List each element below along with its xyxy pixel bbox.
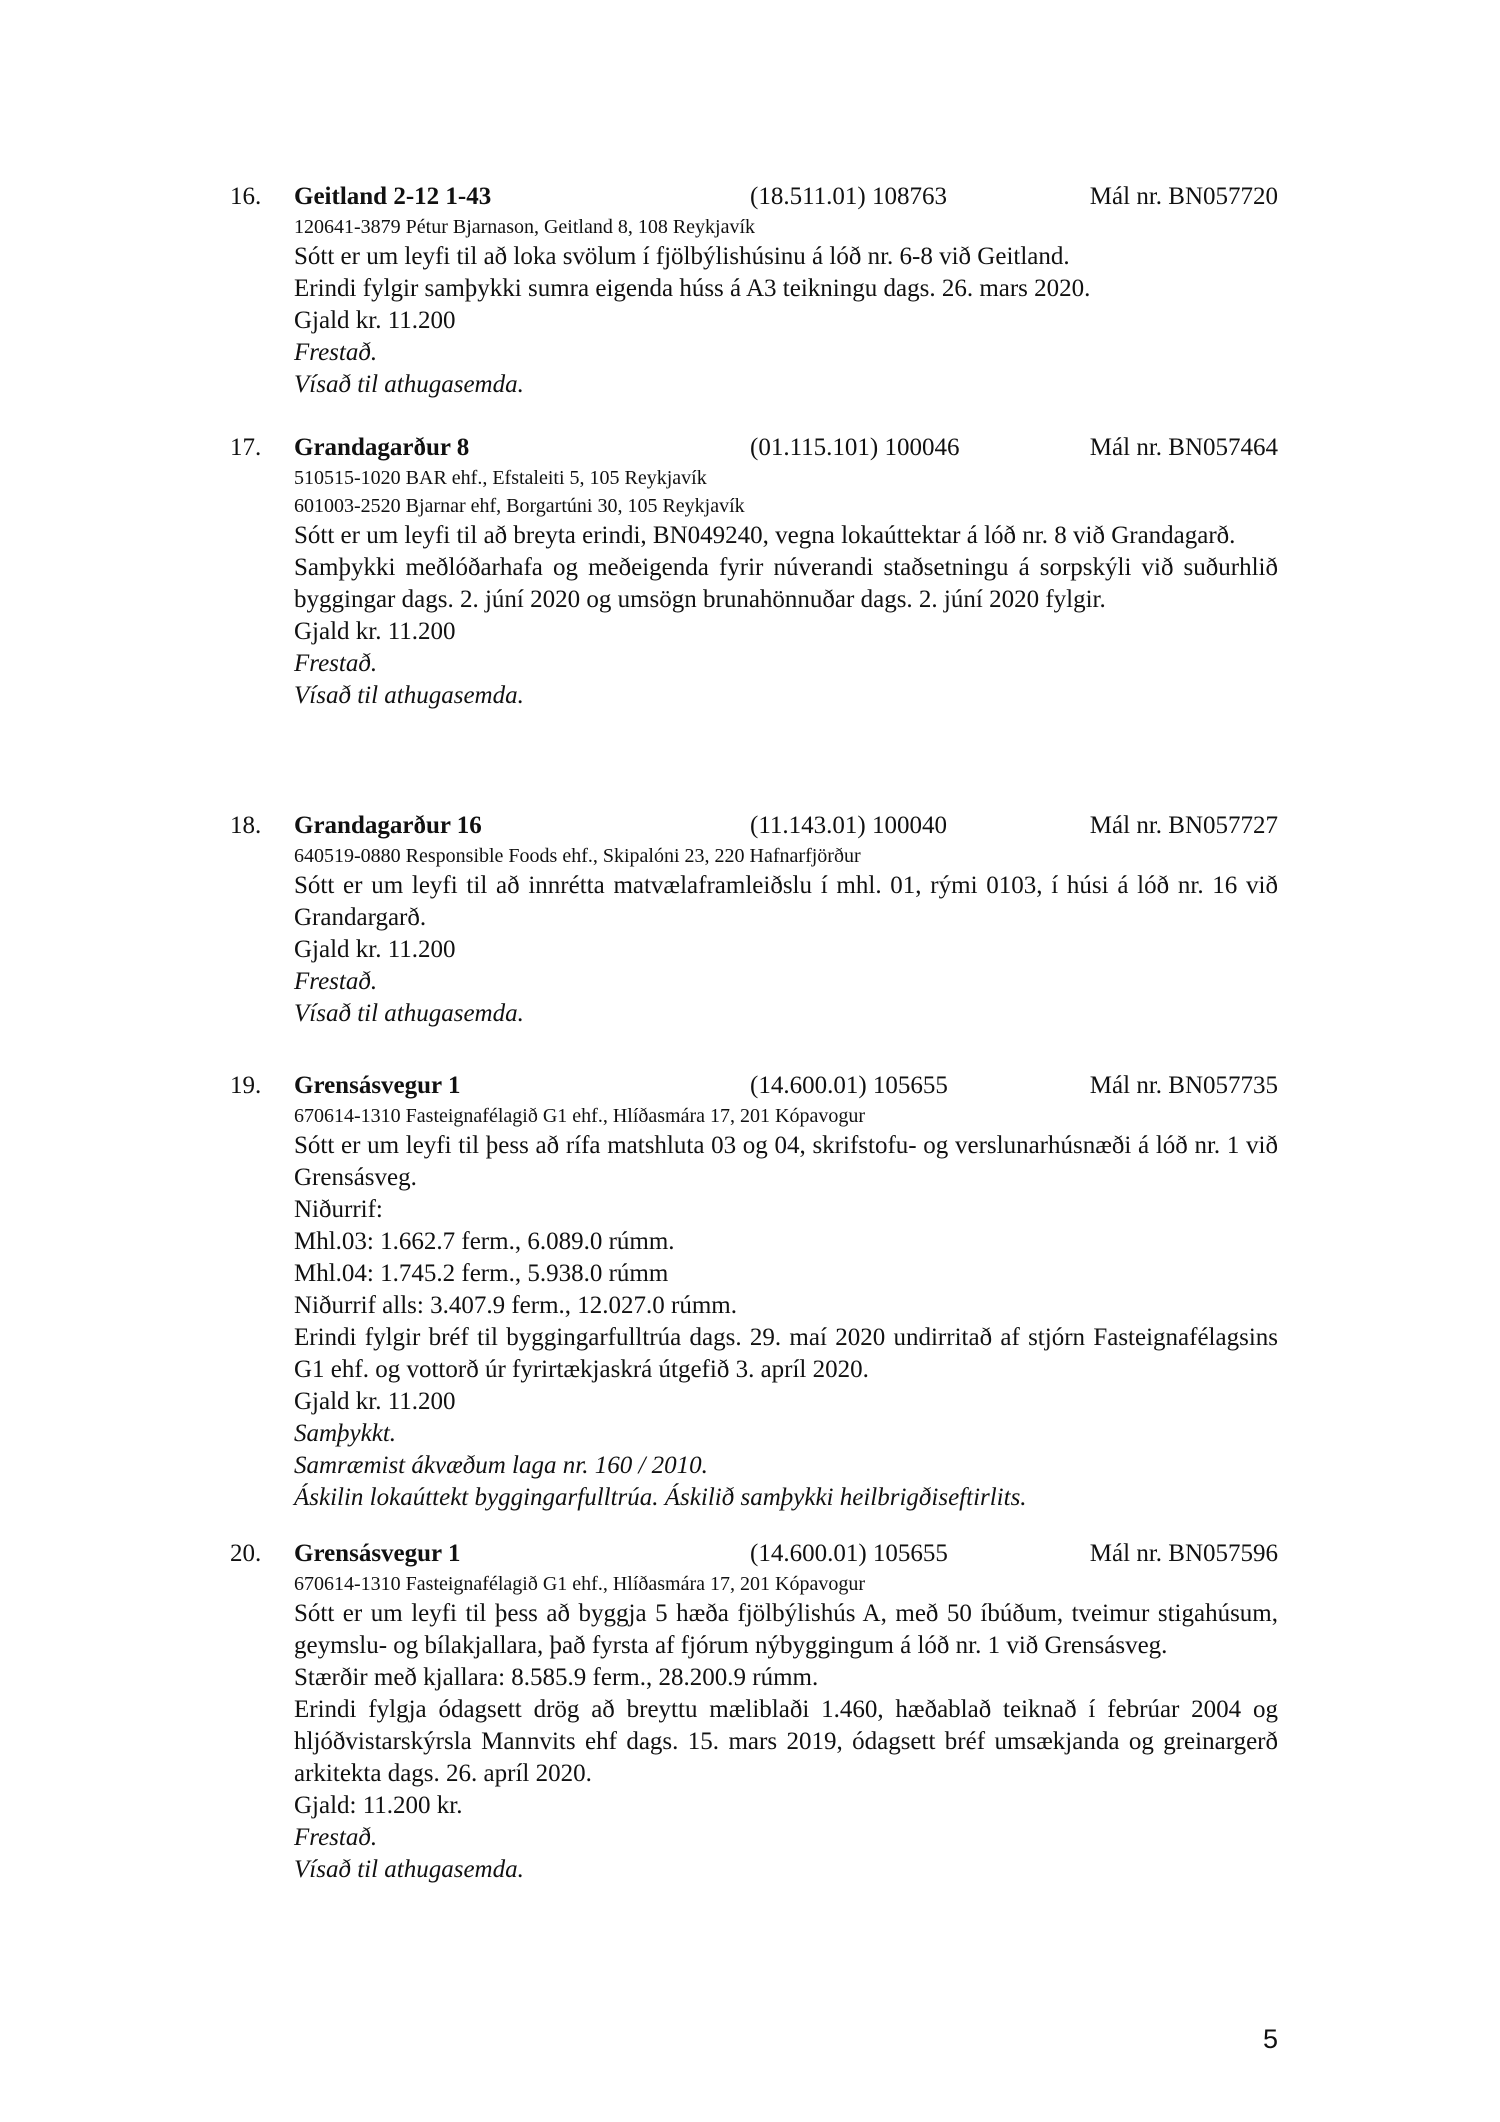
decision-note: Vísað til athugasemda. <box>294 371 524 398</box>
detail-line: Mhl.04: 1.745.2 ferm., 5.938.0 rúmm <box>294 1260 669 1287</box>
case-address: Grensásvegur 1 <box>294 1540 461 1567</box>
case-reference: (01.115.101) 100046 <box>750 434 960 461</box>
case-address: Grandagarður 8 <box>294 434 470 461</box>
case-19 <box>230 1069 1278 1514</box>
case-20 <box>230 1537 1278 1886</box>
description-paragraph: Erindi fylgir bréf til byggingarfulltrúa dags. 29. maí 2020 undirritað af stjórn Fasteignafélagsins G1 ehf. og vottorð úr fyrirtækjaskrá útgefið 3. apríl 2020. <box>294 1324 1278 1383</box>
decision-note: Samræmist ákvæðum laga nr. 160 / 2010. <box>294 1452 708 1479</box>
decision-note: Vísað til athugasemda. <box>294 682 524 709</box>
case-body <box>294 1102 1278 1514</box>
applicant: 670614-1310 Fasteignafélagið G1 ehf., Hlíðasmára 17, 201 Kópavogur <box>294 1573 865 1595</box>
case-header <box>230 1069 1278 1102</box>
detail-line: Stærðir með kjallara: 8.585.9 ferm., 28.200.9 rúmm. <box>294 1664 819 1691</box>
case-number-ref: Mál nr. BN057464 <box>1089 434 1278 461</box>
description-paragraph: Sótt er um leyfi til þess að byggja 5 hæða fjölbýlishús A, með 50 íbúðum, tveimur stigahúsum, geymslu- og bílakjallara, það fyrsta af fjórum nýbyggingum á lóð nr. 1 við Grensásveg. <box>294 1600 1278 1659</box>
case-header <box>230 180 1278 213</box>
case-number-ref: Mál nr. BN057735 <box>1089 1072 1278 1099</box>
case-18 <box>230 809 1278 1030</box>
case-number-ref: Mál nr. BN057596 <box>1089 1540 1278 1567</box>
decision: Frestað. <box>294 968 378 995</box>
description-paragraph: Sótt er um leyfi til að loka svölum í fjölbýlishúsinu á lóð nr. 6-8 við Geitland. <box>294 243 1070 270</box>
case-address: Geitland 2-12 1-43 <box>294 183 492 210</box>
detail-line: Niðurrif alls: 3.407.9 ferm., 12.027.0 rúmm. <box>294 1292 737 1319</box>
case-16 <box>230 180 1278 401</box>
decision-note: Áskilin lokaúttekt byggingarfulltrúa. Áskilið samþykki heilbrigðiseftirlits. <box>294 1484 1027 1511</box>
case-number: 19. <box>230 1072 262 1099</box>
applicant: 670614-1310 Fasteignafélagið G1 ehf., Hlíðasmára 17, 201 Kópavogur <box>294 1105 865 1127</box>
case-body <box>294 464 1278 712</box>
detail-line: Niðurrif: <box>294 1196 383 1223</box>
case-number: 18. <box>230 812 262 839</box>
case-body <box>294 842 1278 1030</box>
description-paragraph: Erindi fylgja ódagsett drög að breyttu mæliblaði 1.460, hæðablað teiknað í febrúar 2004 og hljóðvistarskýrsla Mannvits ehf dags. 15. mars 2019, ódagsett bréf umsækjanda og greinargerð arkitekta dags. 26. apríl 2020. <box>294 1696 1278 1787</box>
case-number: 17. <box>230 434 262 461</box>
description-paragraph: Erindi fylgir samþykki sumra eigenda húss á A3 teikningu dags. 26. mars 2020. <box>294 275 1091 302</box>
description-paragraph: Samþykki meðlóðarhafa og meðeigenda fyrir núverandi staðsetningu á sorpskýli við suðurhlið byggingar dags. 2. júní 2020 og umsögn brunahönnuðar dags. 2. júní 2020 fylgir. <box>294 554 1278 613</box>
case-number-ref: Mál nr. BN057720 <box>1089 183 1278 210</box>
applicant: 120641-3879 Pétur Bjarnason, Geitland 8, 108 Reykjavík <box>294 216 756 238</box>
case-number: 16. <box>230 183 262 210</box>
decision: Frestað. <box>294 1824 378 1851</box>
case-number-ref: Mál nr. BN057727 <box>1089 812 1278 839</box>
decision: Frestað. <box>294 650 378 677</box>
case-reference: (14.600.01) 105655 <box>750 1540 948 1567</box>
description-paragraph: Sótt er um leyfi til að innrétta matvælaframleiðslu í mhl. 01, rými 0103, í húsi á lóð nr. 16 við Grandargarð. <box>294 872 1278 931</box>
fee: Gjald kr. 11.200 <box>294 1388 456 1415</box>
decision: Frestað. <box>294 339 378 366</box>
case-address: Grensásvegur 1 <box>294 1072 461 1099</box>
case-address: Grandagarður 16 <box>294 812 482 839</box>
case-number: 20. <box>230 1540 262 1567</box>
fee: Gjald kr. 11.200 <box>294 618 456 645</box>
applicant: 601003-2520 Bjarnar ehf, Borgartúni 30, 105 Reykjavík <box>294 495 745 517</box>
case-body <box>294 213 1278 401</box>
decision-note: Vísað til athugasemda. <box>294 1856 524 1883</box>
applicant: 640519-0880 Responsible Foods ehf., Skipalóni 23, 220 Hafnarfjörður <box>294 845 861 867</box>
case-body <box>294 1570 1278 1886</box>
fee: Gjald: 11.200 kr. <box>294 1792 463 1819</box>
description-paragraph: Sótt er um leyfi til að breyta erindi, BN049240, vegna lokaúttektar á lóð nr. 8 við Grandagarð. <box>294 522 1236 549</box>
page-number: 5 <box>1262 2024 1278 2054</box>
case-reference: (14.600.01) 105655 <box>750 1072 948 1099</box>
case-header <box>230 1537 1278 1570</box>
description-paragraph: Sótt er um leyfi til þess að rífa matshluta 03 og 04, skrifstofu- og verslunarhúsnæði á lóð nr. 1 við Grensásveg. <box>294 1132 1278 1191</box>
detail-line: Mhl.03: 1.662.7 ferm., 6.089.0 rúmm. <box>294 1228 675 1255</box>
decision-note: Vísað til athugasemda. <box>294 1000 524 1027</box>
fee: Gjald kr. 11.200 <box>294 307 456 334</box>
decision: Samþykkt. <box>294 1420 397 1447</box>
case-header <box>230 431 1278 464</box>
applicant: 510515-1020 BAR ehf., Efstaleiti 5, 105 Reykjavík <box>294 467 707 489</box>
case-reference: (11.143.01) 100040 <box>750 812 947 839</box>
case-reference: (18.511.01) 108763 <box>750 183 947 210</box>
case-17 <box>230 431 1278 712</box>
fee: Gjald kr. 11.200 <box>294 936 456 963</box>
case-header <box>230 809 1278 842</box>
